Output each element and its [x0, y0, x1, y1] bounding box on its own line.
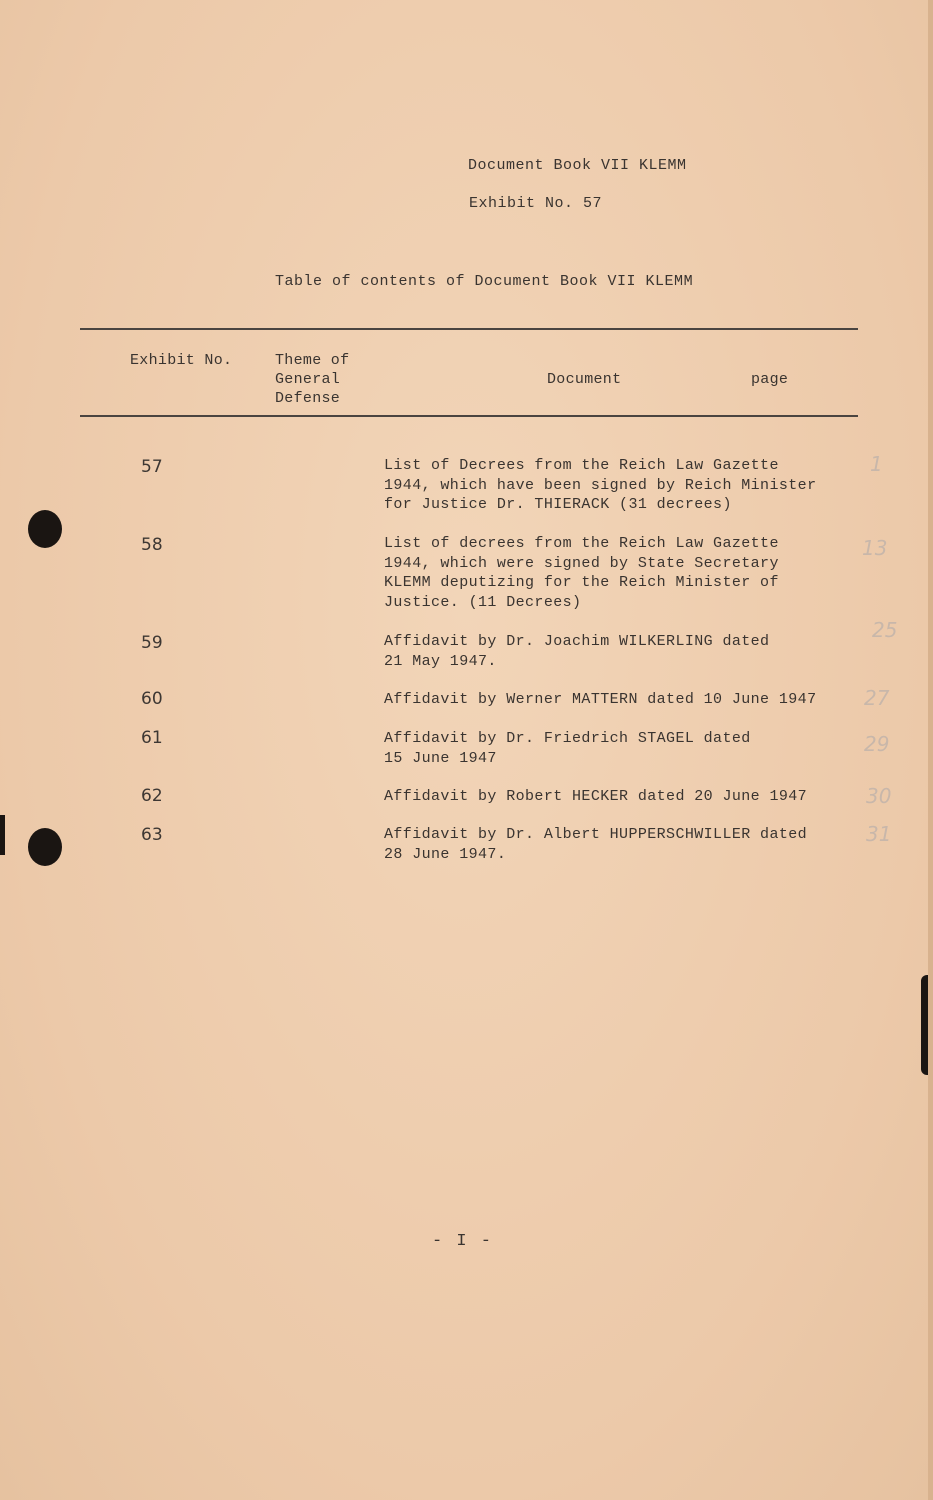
table-top-rule	[80, 328, 858, 330]
row-page: 1	[870, 452, 883, 476]
row-document: List of Decrees from the Reich Law Gazette 1944, which have been signed by Reich Minister for Justice Dr. THIERACK (31 decrees)	[384, 457, 817, 513]
column-header-document: Document	[547, 371, 622, 388]
row-page: 13	[862, 536, 888, 560]
edge-mark	[0, 815, 5, 855]
row-page: 30	[866, 784, 892, 808]
row-page: 25	[872, 618, 898, 642]
row-page: 31	[866, 822, 892, 846]
table-header-rule	[80, 415, 858, 417]
column-header-page: page	[751, 371, 789, 388]
row-page: 27	[864, 686, 890, 710]
exhibit-number: Exhibit No. 57	[469, 195, 603, 212]
row-exhibit-no: 57	[141, 457, 163, 477]
column-header-theme: Theme of General Defense	[275, 352, 350, 407]
row-document: Affidavit by Werner MATTERN dated 10 June 1947	[384, 691, 817, 708]
punch-hole-icon	[28, 510, 62, 548]
row-exhibit-no: 59	[141, 633, 163, 653]
row-document: List of decrees from the Reich Law Gazette 1944, which were signed by State Secretary KLEMM deputizing for the Reich Minister of Justice. (11 Decrees)	[384, 535, 779, 611]
row-exhibit-no: 58	[141, 535, 163, 555]
page-edge-shadow	[928, 0, 933, 1500]
toc-title: Table of contents of Document Book VII KLEMM	[275, 273, 694, 290]
row-exhibit-no: 63	[141, 825, 163, 845]
row-document: Affidavit by Dr. Albert HUPPERSCHWILLER dated 28 June 1947.	[384, 826, 808, 863]
row-page: 29	[864, 732, 890, 756]
row-document: Affidavit by Robert HECKER dated 20 June 1947	[384, 788, 808, 805]
row-exhibit-no: 61	[141, 728, 163, 748]
document-book-title: Document Book VII KLEMM	[468, 157, 687, 174]
column-header-exhibit-no: Exhibit No.	[130, 352, 233, 369]
row-document: Affidavit by Dr. Joachim WILKERLING dated 21 May 1947.	[384, 633, 770, 670]
row-document: Affidavit by Dr. Friedrich STAGEL dated 15 June 1947	[384, 730, 751, 767]
row-exhibit-no: 62	[141, 786, 163, 806]
punch-hole-icon	[28, 828, 62, 866]
row-exhibit-no: 60	[141, 689, 163, 709]
page-footer-number: - I -	[432, 1232, 494, 1251]
